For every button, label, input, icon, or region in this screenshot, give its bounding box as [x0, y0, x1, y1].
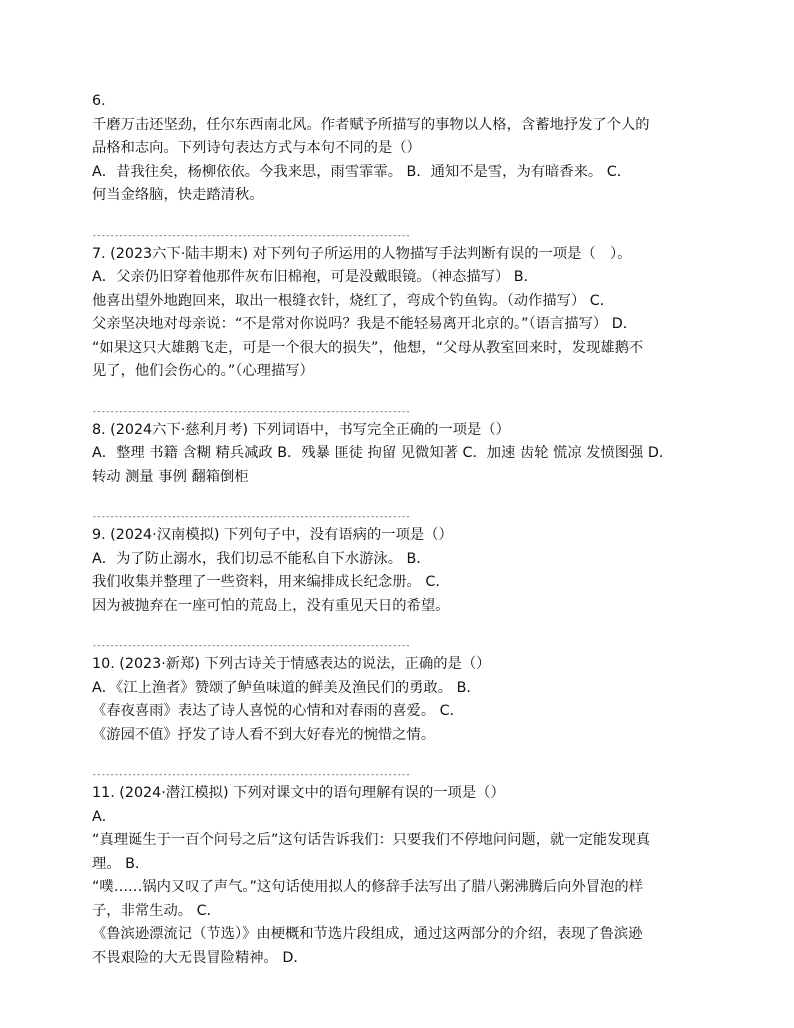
- question-line: 10. (2023·新郑) 下列古诗关于情感表达的说法，正确的是（）: [92, 656, 491, 672]
- question-line: “真理诞生于一百个问号之后”这句话告诉我们：只要我们不停地问问题，就一定能发现真: [92, 832, 651, 848]
- question-line: A．为了防止溺水，我们切忌不能私自下水游泳。 B．: [92, 550, 431, 567]
- question-line: 父亲坚决地对母亲说：“不是常对你说吗？我是不能轻易离开北京的。”（语言描写） D．: [92, 316, 638, 332]
- question-line: 我们收集并整理了一些资料，用来编排成长纪念册。 C．: [92, 574, 450, 590]
- question-11: [92, 782, 712, 970]
- question-line: A．父亲仍旧穿着他那件灰布旧棉袍，可是没戴眼镜。（神态描写） B．: [92, 269, 538, 285]
- question-line: 《游园不值》抒发了诗人看不到大好春光的惋惜之情。: [92, 726, 436, 743]
- question-8: [92, 419, 712, 490]
- question-line: 《鲁滨逊漂流记（节选）》由梗概和节选片段组成，通过这两部分的介绍，表现了鲁滨逊: [92, 926, 643, 942]
- question-line: “如果这只大雄鹅飞走，可是一个很大的损失”，他想，“父母从教室回来时，发现雄鹅不: [92, 339, 644, 356]
- question-9: [92, 524, 712, 618]
- question-line: 9. (2024·汉南模拟) 下列句子中，没有语病的一项是（）: [92, 527, 453, 543]
- separator-line: ------------------------------------------------------------------------: [92, 513, 410, 521]
- question-line: 千磨万击还坚劲，任尔东西南北风。作者赋予所描写的事物以人格，含蓄地抒发了个人的: [92, 116, 650, 133]
- question-line: 7. (2023六下·陆丰期末) 对下列句子所运用的人物描写手法判断有误的一项是（ ）。: [92, 245, 632, 262]
- separator-line: ------------------------------------------------------------------------: [92, 231, 410, 240]
- separator-line: ------------------------------------------------------------------------: [92, 642, 410, 650]
- document-page: [92, 90, 712, 970]
- question-line: “噗……锅内又叹了声气。”这句话使用拟人的修辞手法写出了腊八粥沸腾后向外冒泡的样: [92, 879, 643, 895]
- question-line: 《春夜喜雨》表达了诗人喜悦的心情和对春雨的喜爱。 C．: [92, 703, 464, 719]
- question-line: 见了，他们会伤心的。”（心理描写）: [92, 363, 314, 379]
- question-line: 何当金络脑，快走踏清秋。: [92, 187, 264, 203]
- question-line: 11. (2024·潜江模拟) 下列对课文中的语句理解有误的一项是（）: [92, 785, 505, 801]
- question-line: A．《江上渔者》赞颂了鲈鱼味道的鲜美及渔民们的勇敢。 B．: [92, 679, 481, 696]
- question-line: 他喜出望外地跑回来，取出一根缝衣针，烧红了，弯成个钓鱼钩。（动作描写） C．: [92, 292, 615, 309]
- separator-line: ------------------------------------------------------------------------: [92, 407, 410, 416]
- question-7: [92, 243, 712, 384]
- question-line: 因为被抛弃在一座可怕的荒岛上，没有重见天日的希望。: [92, 597, 450, 614]
- question-line: 6.: [92, 93, 106, 109]
- separator-line: ------------------------------------------------------------------------: [92, 771, 410, 779]
- question-line: A．整理 书籍 含糊 精兵减政 B．残暴 匪徒 拘留 见微知著 C．加速 齿轮 慌凉 发愤图强 D．: [92, 445, 674, 461]
- question-line: A．: [92, 808, 117, 825]
- question-line: 理。 B．: [92, 855, 150, 872]
- question-10: [92, 653, 712, 747]
- question-line: 8. (2024六下·慈利月考) 下列词语中，书写完全正确的一项是（）: [92, 421, 510, 438]
- question-line: 转动 测量 事例 翻箱倒柜: [92, 468, 249, 485]
- question-6: [92, 90, 712, 208]
- question-line: 品格和志向。下列诗句表达方式与本句不同的是（）: [92, 140, 421, 156]
- question-line: A．昔我往矣，杨柳依依。今我来思，雨雪霏霏。 B．通知不是雪，为有暗香来。 C．: [92, 163, 632, 180]
- question-line: 子，非常生动。 C．: [92, 902, 221, 919]
- question-line: 不畏艰险的大无畏冒险精神。 D．: [92, 949, 308, 966]
